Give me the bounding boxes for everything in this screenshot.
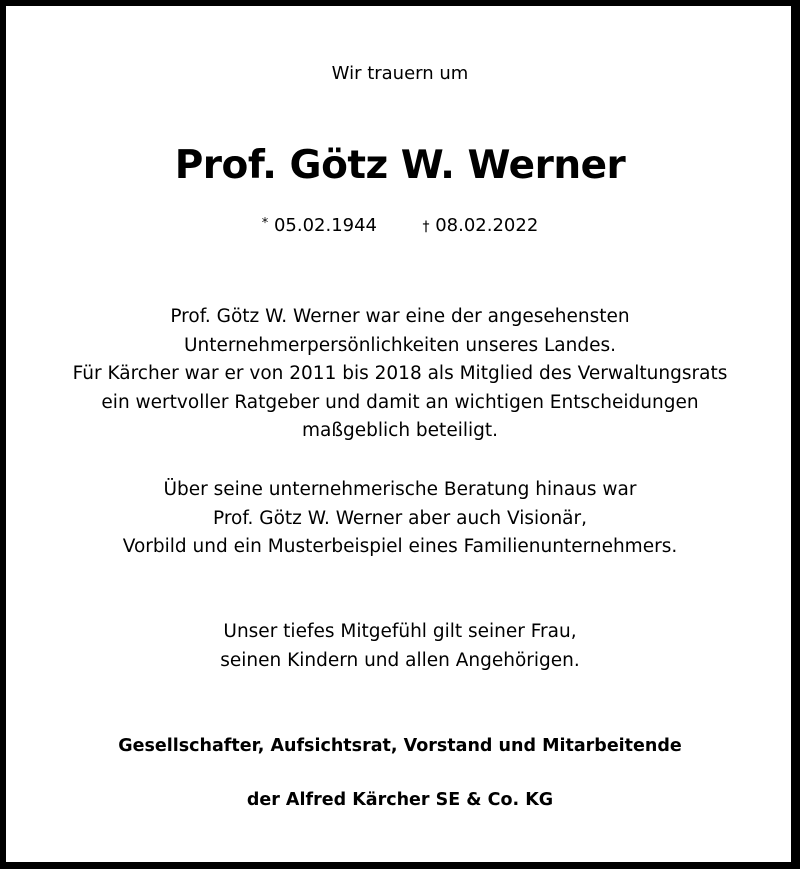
- paragraph-condolence: [0, 618, 800, 675]
- text-line: Vorbild und ein Musterbeispiel eines Familienunternehmers.: [122, 536, 678, 557]
- birth-date: 05.02.1944: [273, 215, 378, 236]
- paragraph-visionary: [0, 476, 800, 562]
- signature-line-1: Gesellschafter, Aufsichtsrat, Vorstand und Mitarbeitende: [118, 736, 682, 756]
- text-line: ein wertvoller Ratgeber und damit an wichtigen Entscheidungen: [101, 391, 699, 413]
- text-line: Prof. Götz W. Werner war eine der angesehensten: [170, 306, 630, 327]
- paragraph-tribute: [0, 303, 800, 446]
- death-symbol: †: [422, 219, 430, 235]
- life-dates: [0, 215, 800, 236]
- signature-line-2: der Alfred Kärcher SE & Co. KG: [246, 790, 554, 810]
- text-line: Über seine unternehmerische Beratung hinaus war: [163, 479, 637, 500]
- death-date: 08.02.2022: [435, 215, 539, 236]
- text-line: Unternehmerpersönlichkeiten unseres Landes.: [183, 334, 616, 356]
- text-line: Unser tiefes Mitgefühl gilt seiner Frau,: [223, 621, 577, 642]
- text-line: maßgeblich beteiligt.: [302, 420, 498, 441]
- text-line: Prof. Götz W. Werner aber auch Visionär,: [213, 507, 587, 529]
- deceased-name: Prof. Götz W. Werner: [174, 143, 626, 188]
- intro-text: Wir trauern um: [331, 63, 469, 84]
- text-line: seinen Kindern und allen Angehörigen.: [220, 649, 580, 671]
- birth-symbol: *: [261, 216, 269, 231]
- text-line: Für Kärcher war er von 2011 bis 2018 als Mitglied des Verwaltungsrats: [72, 363, 728, 384]
